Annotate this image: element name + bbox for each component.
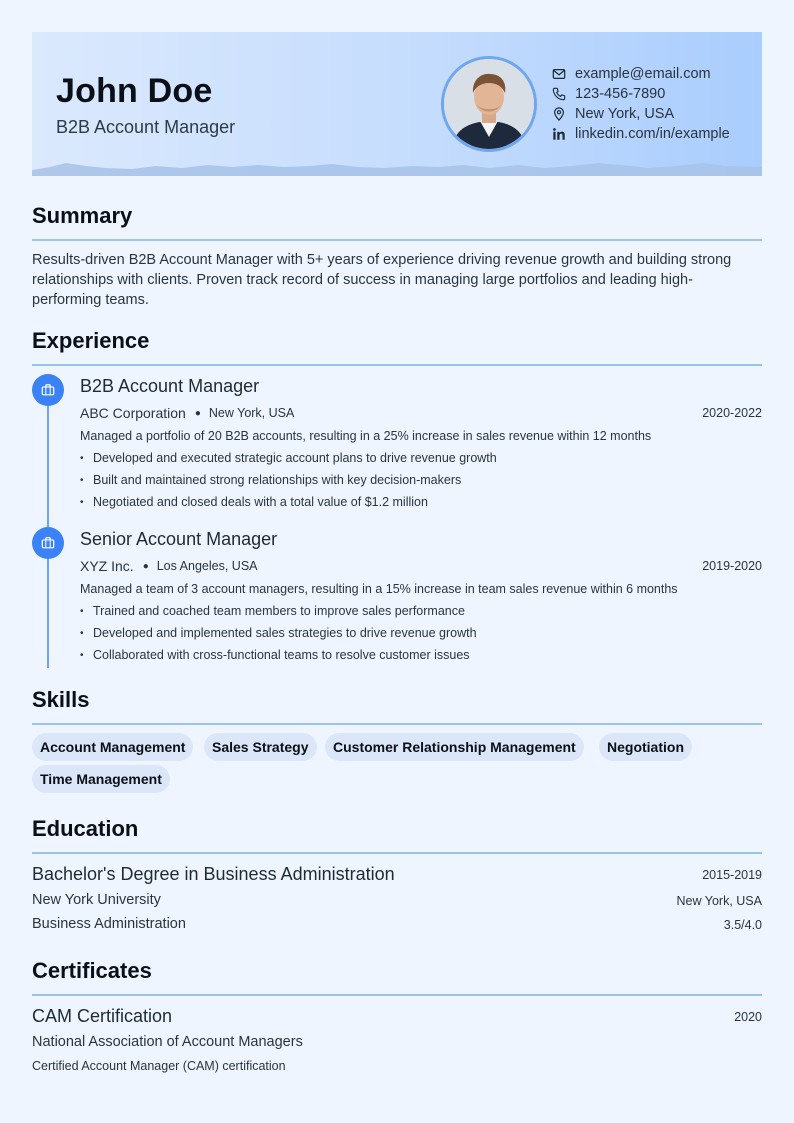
job-description: Managed a team of 3 account managers, resulting in a 15% increase in team sales revenue within 6 months	[80, 582, 678, 596]
summary-heading: Summary	[32, 203, 133, 228]
job-bullet-text: Trained and coached team members to improve sales performance	[93, 604, 465, 618]
skill-tag: Sales Strategy	[204, 733, 317, 761]
skill-tag: Account Management	[32, 733, 193, 761]
job-bullet: • Developed and implemented sales strategies to drive revenue growth	[80, 626, 477, 640]
certificates-heading: Certificates	[32, 958, 152, 983]
summary-text: Results-driven B2B Account Manager with 5+ years of experience driving revenue growth and building strong relationships with clients. Proven track record of success in managing large portfolios and leading high-performing teams.	[32, 252, 732, 308]
education-school: New York University	[32, 892, 161, 908]
certificate-year: 2020	[734, 1010, 762, 1024]
job-location: Los Angeles, USA	[156, 559, 258, 573]
experience-divider	[32, 364, 762, 366]
education-gpa: 3.5/4.0	[723, 918, 762, 932]
header-wave-decoration	[32, 160, 762, 176]
contact-linkedin-text: linkedin.com/in/example	[575, 126, 730, 142]
separator-dot: ●	[194, 407, 201, 419]
job-bullet-text: Negotiated and closed deals with a total value of $1.2 million	[93, 495, 428, 509]
job-bullet: • Negotiated and closed deals with a total value of $1.2 million	[80, 495, 428, 509]
job-title: B2B Account Manager	[80, 376, 260, 396]
contact-location	[552, 104, 730, 124]
education-location: New York, USA	[676, 894, 762, 908]
timeline-marker	[32, 527, 64, 559]
education-degree: Bachelor's Degree in Business Administration	[32, 864, 395, 884]
candidate-title: B2B Account Manager	[56, 117, 236, 137]
resume-header	[32, 32, 762, 176]
skill-tag: Negotiation	[599, 733, 692, 761]
job-dates: 2019-2020	[702, 559, 762, 573]
job-location: New York, USA	[208, 406, 295, 420]
candidate-name: John Doe	[56, 72, 213, 110]
experience-heading: Experience	[32, 328, 150, 353]
job-bullet-text: Developed and executed strategic account plans to drive revenue growth	[93, 451, 497, 465]
certificate-issuer: National Association of Account Managers	[32, 1034, 303, 1050]
certificate-description: Certified Account Manager (CAM) certification	[32, 1059, 286, 1073]
skills-heading: Skills	[32, 687, 90, 712]
job-bullet: • Developed and executed strategic account plans to drive revenue growth	[80, 451, 497, 465]
briefcase-icon	[41, 536, 55, 550]
skill-tag: Customer Relationship Management	[325, 733, 584, 761]
profile-portrait-icon	[444, 59, 534, 149]
summary-divider	[32, 239, 762, 241]
certificate-name: CAM Certification	[32, 1006, 173, 1026]
timeline-marker	[32, 374, 64, 406]
job-bullet-text: Developed and implemented sales strategies to drive revenue growth	[93, 626, 477, 640]
job-bullet: • Collaborated with cross-functional teams to resolve customer issues	[80, 648, 470, 662]
contact-email[interactable]	[552, 64, 730, 84]
contact-phone[interactable]	[552, 84, 730, 104]
job-company-line	[80, 558, 258, 574]
separator-dot: ●	[142, 560, 149, 572]
job-company: XYZ Inc.	[80, 558, 134, 574]
profile-photo	[441, 56, 537, 152]
contact-email-text: example@email.com	[575, 66, 711, 82]
phone-icon	[552, 87, 566, 101]
job-description: Managed a portfolio of 20 B2B accounts, resulting in a 25% increase in sales revenue within 12 months	[80, 429, 652, 443]
certificates-divider	[32, 994, 762, 996]
contact-location-text: New York, USA	[575, 106, 675, 122]
linkedin-icon	[552, 127, 566, 141]
job-bullet: • Trained and coached team members to improve sales performance	[80, 604, 465, 618]
education-divider	[32, 852, 762, 854]
job-bullet: • Built and maintained strong relationships with key decision-makers	[80, 473, 462, 487]
mail-icon	[552, 67, 566, 81]
job-bullet-text: Built and maintained strong relationships with key decision-makers	[93, 473, 462, 487]
skill-tag: Time Management	[32, 765, 170, 793]
job-bullet-text: Collaborated with cross-functional teams to resolve customer issues	[93, 648, 470, 662]
education-heading: Education	[32, 816, 139, 841]
briefcase-icon	[41, 383, 55, 397]
location-pin-icon	[552, 107, 566, 121]
job-dates: 2020-2022	[702, 406, 762, 420]
skills-divider	[32, 723, 762, 725]
education-field: Business Administration	[32, 916, 186, 932]
job-company-line	[80, 405, 294, 421]
contact-phone-text: 123-456-7890	[575, 86, 666, 102]
education-dates: 2015-2019	[702, 868, 762, 882]
job-title: Senior Account Manager	[80, 529, 278, 549]
contact-linkedin[interactable]	[552, 124, 730, 144]
contact-list	[552, 64, 730, 144]
job-company: ABC Corporation	[80, 405, 186, 421]
